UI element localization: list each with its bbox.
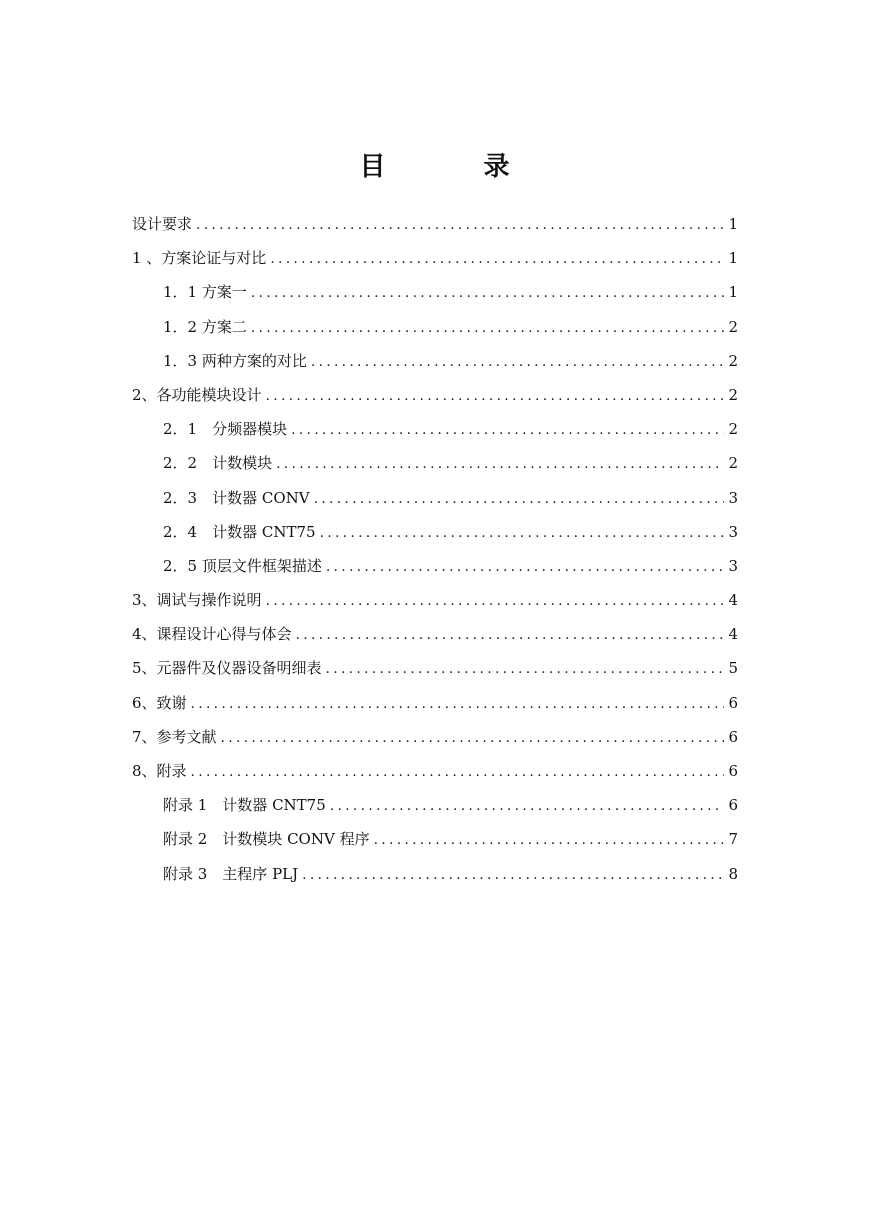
toc-dot-leader xyxy=(326,550,724,584)
toc-page-number: 6 xyxy=(728,693,738,712)
toc-entry-label: 2．5 顶层文件框架描述 xyxy=(163,556,322,575)
toc-entry-label: 4、课程设计心得与体会 xyxy=(132,625,292,644)
toc-entry-appendix-1[interactable] xyxy=(132,788,738,822)
toc-dot-leader xyxy=(270,242,724,276)
toc-entry-label: 1．1 方案一 xyxy=(163,283,247,302)
toc-page-number: 6 xyxy=(728,762,738,780)
toc-page-number: 1 xyxy=(728,215,738,233)
toc-entry-section-8[interactable] xyxy=(132,754,738,788)
toc-entry-section-4[interactable] xyxy=(132,617,738,651)
toc-entry-label: 6、致谢 xyxy=(132,693,187,712)
toc-dot-leader xyxy=(276,447,724,481)
toc-page-number: 2 xyxy=(728,317,738,336)
toc-page-number: 1 xyxy=(728,249,738,268)
toc-page-number: 2 xyxy=(728,385,738,404)
toc-entry-label: 8、附录 xyxy=(132,762,187,780)
toc-entry-label: 附录 2 计数模块 CONV 程序 xyxy=(163,830,370,849)
toc-entry-section-2-1[interactable] xyxy=(132,412,738,446)
toc-entry-label: 2．3 计数器 CONV xyxy=(163,488,310,507)
toc-page-number: 2 xyxy=(728,454,738,473)
toc-entry-section-6[interactable] xyxy=(132,686,738,720)
toc-entry-section-2-3[interactable] xyxy=(132,481,738,515)
toc-dot-leader xyxy=(326,652,724,686)
toc-page-number: 7 xyxy=(728,830,738,849)
toc-entry-section-2-4[interactable] xyxy=(132,515,738,549)
toc-page-number: 2 xyxy=(728,351,738,370)
toc-entry-section-1-2[interactable] xyxy=(132,310,738,344)
toc-dot-leader xyxy=(266,584,724,618)
toc-entry-label: 2、各功能模块设计 xyxy=(132,385,262,404)
toc-entry-label: 1 、方案论证与对比 xyxy=(132,249,267,268)
toc-dot-leader xyxy=(191,687,724,721)
toc-dot-leader xyxy=(291,413,724,447)
toc-entry-label: 7、参考文献 xyxy=(132,727,217,746)
toc-page-number: 3 xyxy=(728,556,738,575)
toc-dot-leader xyxy=(191,755,724,789)
toc-page-number: 4 xyxy=(728,591,738,610)
toc-entry-label: 1．3 两种方案的对比 xyxy=(163,351,307,370)
toc-entry-label: 附录 1 计数器 CNT75 xyxy=(163,796,326,815)
toc-page-number: 3 xyxy=(728,488,738,507)
toc-entry-label: 设计要求 xyxy=(132,215,193,233)
toc-entry-label: 2．1 分频器模块 xyxy=(163,420,288,439)
toc-dot-leader xyxy=(251,311,724,345)
toc-page-number: 3 xyxy=(728,522,738,541)
toc-entry-section-5[interactable] xyxy=(132,651,738,685)
toc-page-number: 5 xyxy=(728,659,738,678)
toc-dot-leader xyxy=(311,345,724,379)
toc-page-number: 8 xyxy=(728,864,738,883)
toc-dot-leader xyxy=(302,858,724,892)
toc-entry-label: 1．2 方案二 xyxy=(163,317,247,336)
toc-entry-section-2[interactable] xyxy=(132,378,738,412)
toc-entry-appendix-3[interactable] xyxy=(132,857,738,891)
toc-entry-section-2-5[interactable] xyxy=(132,549,738,583)
toc-entry-section-1-1[interactable] xyxy=(132,275,738,309)
toc-page-number: 1 xyxy=(728,283,738,302)
toc-entry-label: 附录 3 主程序 PLJ xyxy=(163,864,299,883)
toc-page-number: 6 xyxy=(728,796,738,815)
toc-dot-leader xyxy=(296,618,724,652)
toc-dot-leader xyxy=(196,208,724,242)
table-of-contents xyxy=(132,207,738,891)
page-title: 目 录 xyxy=(359,152,546,183)
toc-dot-leader xyxy=(330,789,724,823)
toc-page-number: 6 xyxy=(728,727,738,746)
toc-page-number: 2 xyxy=(728,420,738,439)
toc-dot-leader xyxy=(320,516,724,550)
toc-entry-section-1-3[interactable] xyxy=(132,344,738,378)
toc-dot-leader xyxy=(374,823,724,857)
toc-entry-section-2-2[interactable] xyxy=(132,446,738,480)
toc-entry-design-requirements[interactable] xyxy=(132,207,738,241)
toc-dot-leader xyxy=(251,276,724,310)
toc-entry-label: 3、调试与操作说明 xyxy=(132,591,262,610)
toc-dot-leader xyxy=(314,482,724,516)
toc-entry-label: 5、元器件及仪器设备明细表 xyxy=(132,659,322,678)
toc-entry-appendix-2[interactable] xyxy=(132,822,738,856)
toc-page-number: 4 xyxy=(728,625,738,644)
toc-entry-section-1[interactable] xyxy=(132,241,738,275)
toc-dot-leader xyxy=(221,721,724,755)
toc-dot-leader xyxy=(266,379,724,413)
toc-entry-label: 2．2 计数模块 xyxy=(163,454,273,473)
toc-entry-section-3[interactable] xyxy=(132,583,738,617)
toc-entry-label: 2．4 计数器 CNT75 xyxy=(163,522,316,541)
toc-entry-section-7[interactable] xyxy=(132,720,738,754)
